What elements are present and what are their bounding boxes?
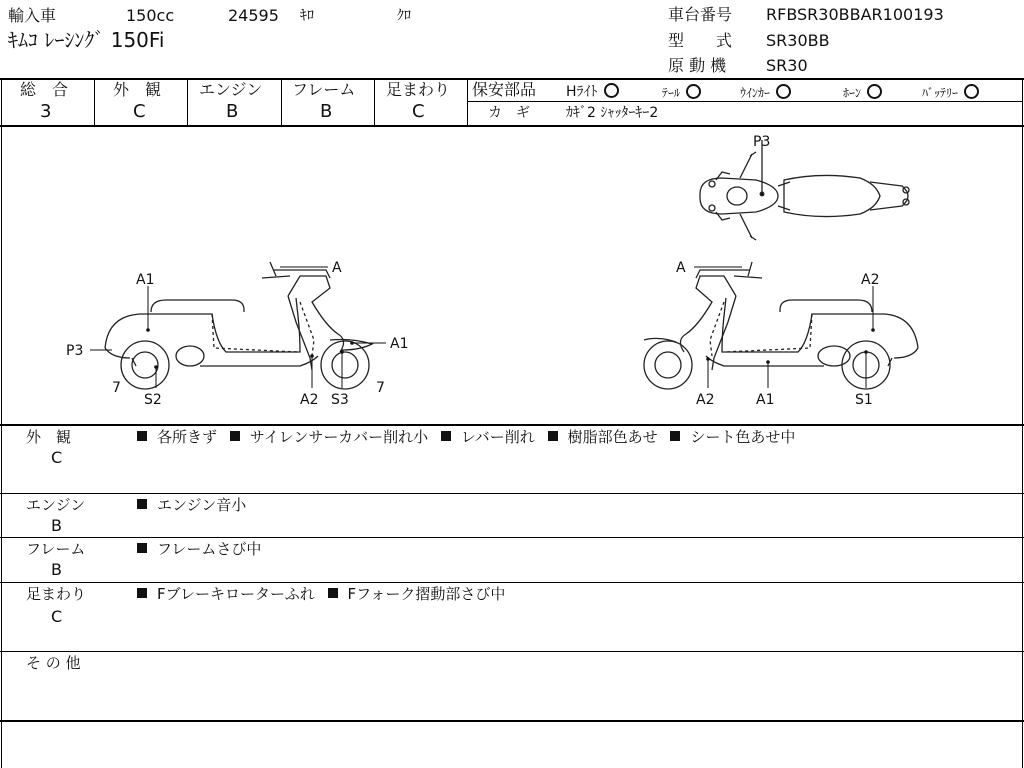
rating-suspension-value: C [412,101,425,122]
label-a1-right: A1 [756,392,775,408]
bullet-square-icon [441,431,451,441]
note-item: シート色あせ中 [670,430,795,445]
label-a2-top-right: A2 [861,272,880,288]
remark-label: 外 観 [26,428,72,446]
rating-engine-value: B [226,101,239,122]
type-label: 型 式 [668,31,733,50]
label-s1: S1 [855,392,873,408]
divider [0,493,1024,494]
safety-item: ﾎｰﾝ [843,84,882,99]
safety-divider [467,101,1022,102]
rating-exterior-value: C [133,101,146,122]
color-text: ｸﾛ [397,8,411,24]
bullet-square-icon [328,588,338,598]
mileage-text: 24595 [228,6,279,25]
ok-circle-icon [776,84,791,99]
note-item: エンジン音小 [137,498,246,513]
frame-no-value: RFBSR30BBAR100193 [766,5,944,24]
bullet-square-icon [230,431,240,441]
label-a1-left: A1 [136,272,155,288]
label-p3-left: P3 [66,343,84,359]
scooter-diagrams [0,126,1024,424]
remark-notes [137,498,254,513]
label-a1-right-of-left: A1 [390,336,409,352]
engine-label: 原 動 機 [668,56,727,75]
label-a2-left: A2 [300,392,319,408]
safety-item: ﾊﾞｯﾃﾘｰ [922,84,979,99]
rating-frame-value: B [320,101,333,122]
leader-dots [146,328,875,369]
origin-text: 輸入車 [8,6,57,25]
mileage-unit-text: ｷﾛ [300,8,314,24]
safety-label: 保安部品 [472,80,537,99]
note-item: レバー削れ [441,430,535,445]
divider [0,720,1024,722]
note-item: 樹脂部色あせ [548,430,658,445]
label-s3: S3 [331,392,349,408]
remark-label: 足まわり [26,585,87,603]
model-name: ｷﾑｺ ﾚｰｼﾝｸﾞ 150Fi [8,28,165,52]
column-divider [281,78,282,125]
diagram-labels [66,134,879,408]
remark-label: フレーム [26,540,86,558]
remark-label: エンジン [26,496,86,514]
ok-circle-icon [686,84,701,99]
bullet-square-icon [137,588,147,598]
rating-engine-label: エンジン [199,80,263,99]
label-7-right: 7 [376,380,385,396]
note-item: 各所きず [137,430,217,445]
key-value: ｶｷﾞ2 ｼｬｯﾀｰｷｰ2 [566,105,659,121]
divider [0,582,1024,583]
remark-grade: C [51,607,63,626]
remark-grade: B [51,516,62,535]
bullet-square-icon [548,431,558,441]
bullet-square-icon [137,431,147,441]
frame-no-label: 車台番号 [668,5,733,24]
remark-notes [137,587,513,602]
bullet-square-icon [137,499,147,509]
label-a-left: A [332,260,342,276]
label-7-left: 7 [112,380,121,396]
safety-item: Hﾗｲﾄ [566,83,619,99]
note-item: Fブレーキローターふれ [137,587,315,602]
remark-grade: B [51,560,62,579]
rating-suspension-label: 足まわり [386,80,451,99]
label-p3-top: P3 [753,134,771,150]
rating-overall-value: 3 [40,101,52,122]
column-divider [374,78,375,125]
key-label: カ ギ [488,105,530,121]
engine-value: SR30 [766,56,808,75]
divider [0,537,1024,538]
ok-circle-icon [604,83,619,98]
ok-circle-icon [964,84,979,99]
note-item: フレームさび中 [137,542,261,557]
safety-item: ﾃｰﾙ [662,84,701,99]
displacement-text: 150cc [126,6,175,25]
column-divider [187,78,188,125]
label-a-right: A [676,260,686,276]
safety-item: ｳｲﾝｶｰ [740,84,791,99]
rating-overall-label: 総 合 [20,80,69,99]
remark-label: そ の 他 [26,654,81,672]
label-s2: S2 [144,392,162,408]
label-a2-right: A2 [696,392,715,408]
rating-frame-label: フレーム [292,80,356,99]
divider [0,651,1024,652]
bullet-square-icon [137,543,147,553]
type-value: SR30BB [766,31,830,50]
column-divider [94,78,95,125]
ok-circle-icon [867,84,882,99]
remark-notes [137,542,269,557]
divider [0,424,1024,426]
remark-notes [137,430,803,445]
bullet-square-icon [670,431,680,441]
rating-exterior-label: 外 観 [113,80,162,99]
note-item: サイレンサーカバー削れ小 [230,430,428,445]
scooter-top-view [700,140,909,240]
note-item: Fフォーク摺動部さび中 [328,587,506,602]
remark-grade: C [51,448,63,467]
leader-lines [90,267,873,388]
